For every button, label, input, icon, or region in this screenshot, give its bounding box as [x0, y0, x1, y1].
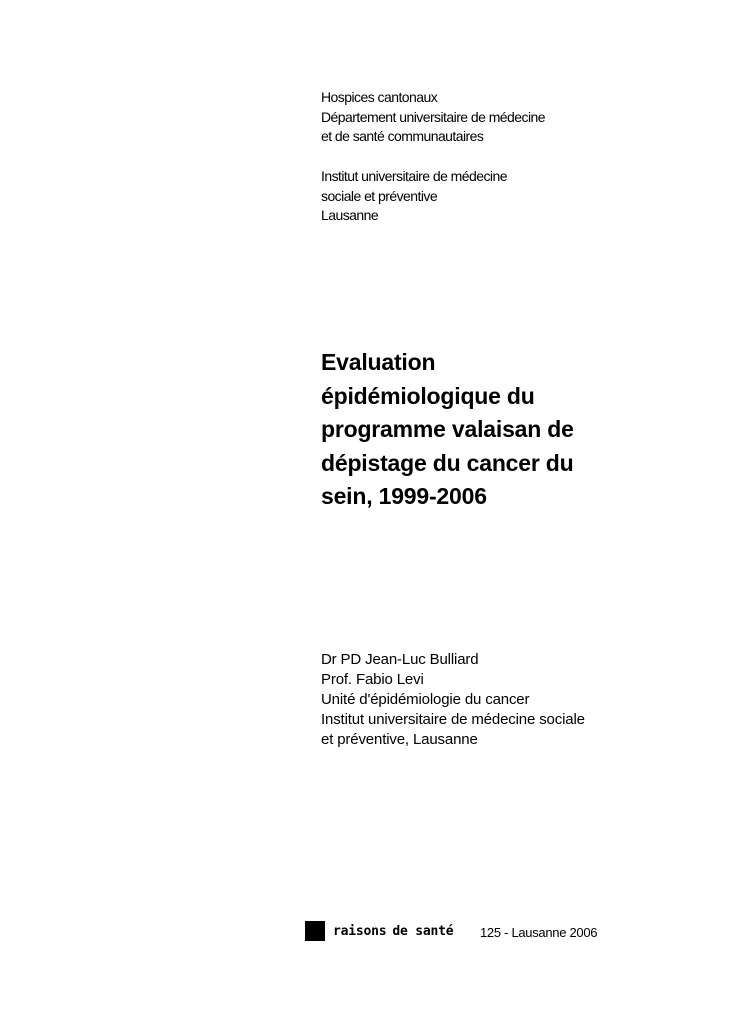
- institution-line: Hospices cantonaux: [321, 89, 438, 105]
- title-line: dépistage du cancer du: [321, 449, 574, 476]
- series-logo: [333, 924, 453, 940]
- institution-line: et de santé communautaires: [321, 128, 484, 144]
- title-line: sein, 1999-2006: [321, 483, 487, 509]
- institution-block-iumsp: [321, 167, 701, 226]
- issue-number-and-place: 125 - Lausanne 2006: [480, 925, 598, 940]
- institution-line: Lausanne: [321, 207, 379, 223]
- affiliation-line: Institut universitaire de médecine sociale: [321, 711, 585, 728]
- institution-line: sociale et préventive: [321, 187, 438, 204]
- authors-block: [321, 650, 721, 750]
- title-line: programme valaisan de: [321, 416, 574, 442]
- title-line: épidémiologique du: [321, 382, 535, 409]
- affiliation-line: Unité d'épidémiologie du cancer: [321, 691, 530, 708]
- series-logo-word: de santé: [392, 924, 454, 939]
- author-name: Dr PD Jean-Luc Bulliard: [321, 651, 479, 668]
- title-line: Evaluation: [321, 349, 436, 375]
- author-name: Prof. Fabio Levi: [321, 671, 424, 688]
- series-logo-square-icon: [305, 921, 325, 941]
- institution-line: Institut universitaire de médecine: [321, 168, 507, 184]
- series-logo-word: raisons: [333, 924, 387, 939]
- institution-block-hospices: [321, 88, 701, 147]
- affiliation-line: et préventive, Lausanne: [321, 731, 478, 748]
- document-title: [321, 346, 711, 514]
- institution-line: Département universitaire de médecine: [321, 108, 546, 125]
- series-footer: [305, 920, 705, 944]
